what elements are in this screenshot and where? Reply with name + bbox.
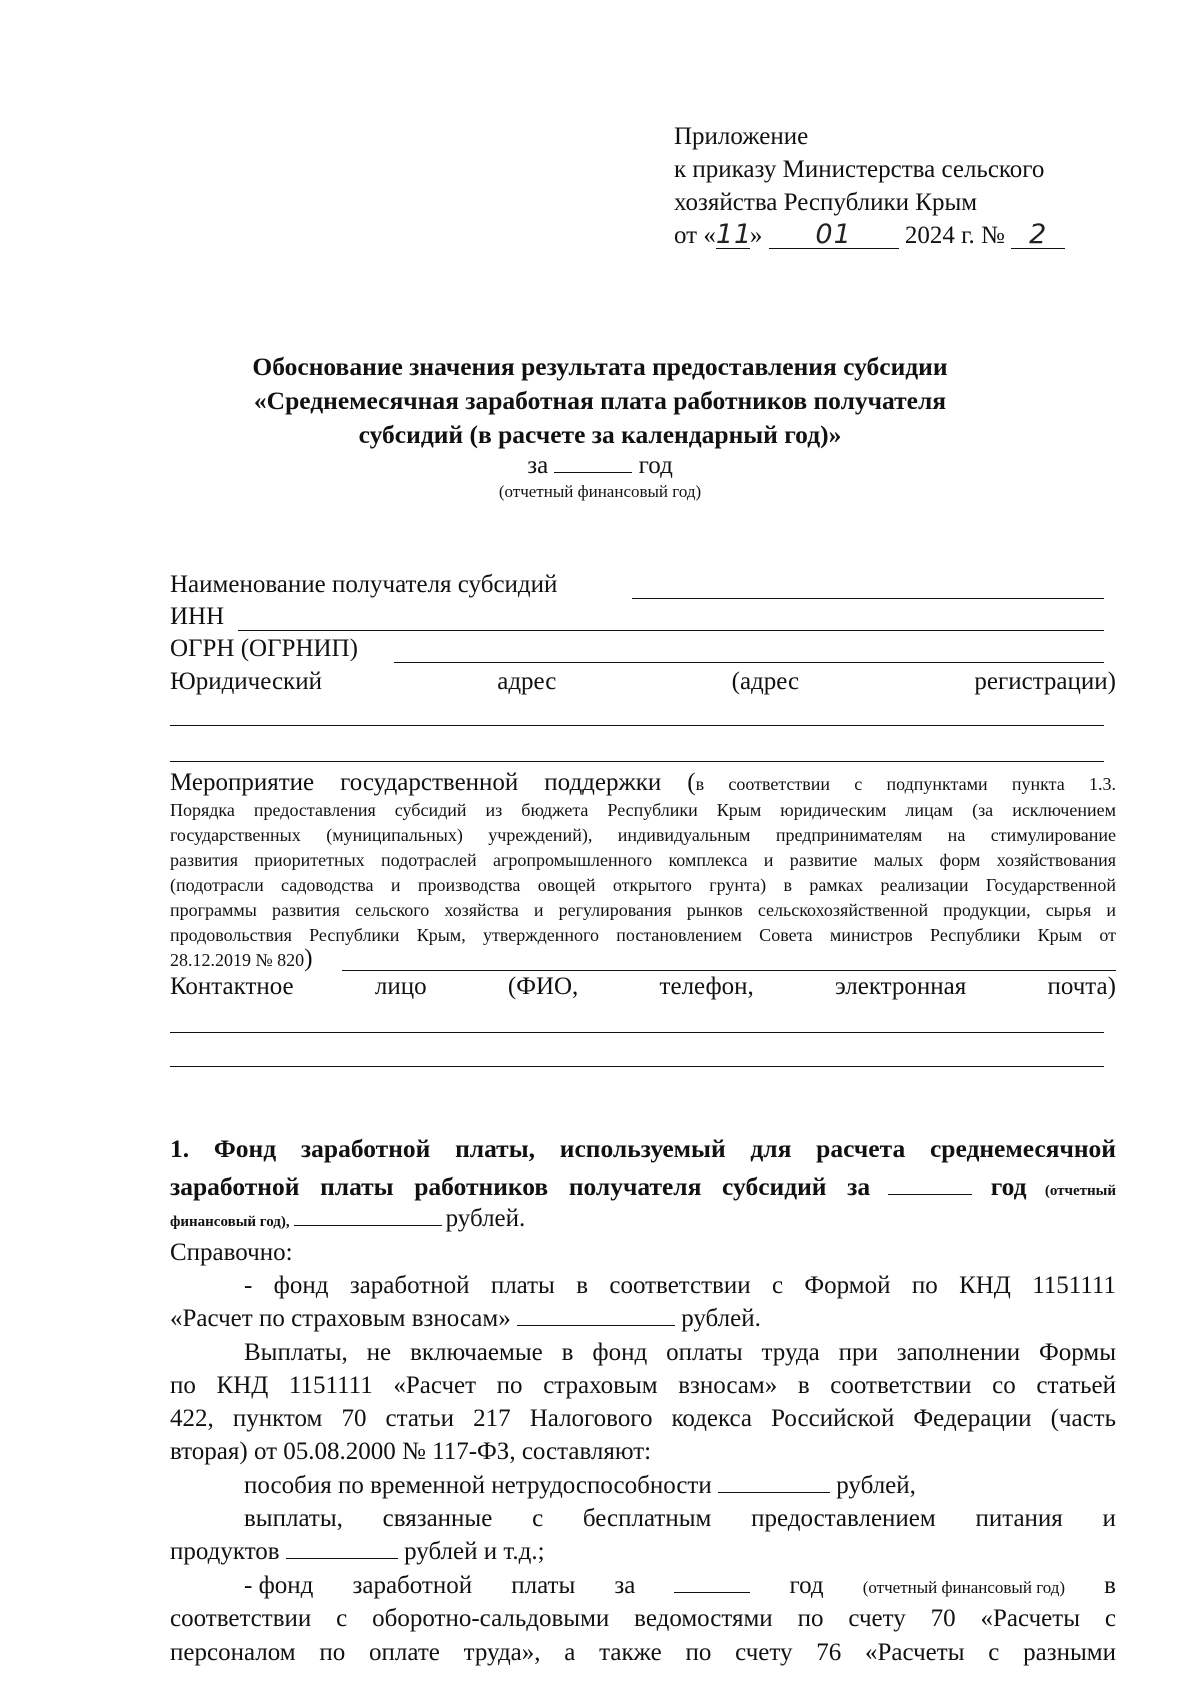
period-blank[interactable] [554, 450, 632, 473]
ogrn-label: ОГРН (ОГРНИП) [170, 635, 358, 662]
address-field-line-2[interactable] [170, 761, 1104, 762]
payments-line-2: по КНД 1151111 «Расчет по страховым взносам» в соответствии со статьей [170, 1372, 1116, 1399]
address-word: адрес [497, 668, 557, 695]
fund2-note: (отчетный финансовый год) [862, 1578, 1066, 1597]
food-word: и [1102, 1505, 1116, 1532]
ogrn-field-line[interactable] [394, 662, 1104, 663]
date-year: 2024 г. № [904, 222, 1005, 249]
payments-line-4: вторая) от 05.08.2000 № 117-ФЗ, составляют: [170, 1438, 652, 1465]
measure-line: государственных (муниципальных) учреждений), индивидуальным предпринимателям на стимулирование [170, 825, 1116, 845]
rubles-label: рублей. [445, 1205, 526, 1232]
measure-line: продовольствия Республики Крым, утвержденного постановлением Совета министров Республики Крым от [170, 925, 1116, 945]
benefits-text: пособия по временной нетрудоспособности [244, 1472, 712, 1499]
food-rubles: рублей и т.д.; [404, 1538, 545, 1565]
fund2-line-3: персоналом по оплате труда», а также по счету 76 «Расчеты с разными [170, 1639, 1116, 1666]
inn-field-line[interactable] [238, 630, 1104, 631]
address-label [170, 667, 1116, 697]
fund-year-blank[interactable] [888, 1174, 972, 1195]
food-word: питания [975, 1505, 1063, 1532]
fund-form-text: «Расчет по страховым взносам» [170, 1305, 511, 1332]
contact-word: почта) [1047, 973, 1116, 1000]
food-word: бесплатным [582, 1505, 712, 1532]
fund-line-1: - фонд заработной платы в соответствии с Формой по КНД 1151111 [244, 1272, 1116, 1299]
contact-label [170, 972, 1116, 1002]
food-word: выплаты, [244, 1505, 343, 1532]
fund2-line-2: соответствии с оборотно-сальдовыми ведомостями по счету 70 «Расчеты с [170, 1605, 1116, 1632]
contact-word: лицо [374, 973, 427, 1000]
address-field-line-1[interactable] [170, 725, 1104, 726]
period-line [0, 450, 1200, 481]
contact-word: (ФИО, [507, 973, 579, 1000]
measure-text-last: 28.12.2019 № 820 [170, 950, 305, 970]
appendix-ministry-line: хозяйства Республики Крым [674, 189, 978, 216]
date-day: 11 [715, 219, 753, 250]
reference-label: Справочно: [170, 1239, 293, 1266]
period-suffix: год [638, 452, 673, 479]
fund2-line-1 [244, 1571, 1116, 1603]
period-prefix: за [527, 452, 549, 479]
benefits-rubles: рублей, [836, 1472, 916, 1499]
fund2-word: заработной [352, 1572, 473, 1599]
food-word: предоставлением [751, 1505, 936, 1532]
contact-word: Контактное [170, 973, 294, 1000]
food-word: связанные [382, 1505, 493, 1532]
title-line-1: Обоснование значения результата предоставления субсидии [252, 352, 948, 381]
fund2-word: платы [511, 1572, 576, 1599]
appendix-title: Приложение [674, 123, 809, 150]
fund-form-rubles: рублей. [681, 1305, 761, 1332]
appendix-date-line [674, 221, 1065, 251]
fund-form-blank[interactable] [517, 1305, 675, 1326]
address-word: регистрации) [974, 668, 1116, 695]
fund2-word: - фонд [244, 1572, 314, 1599]
contact-field-line-1[interactable] [170, 1032, 1104, 1033]
heading-year: год [990, 1172, 1027, 1201]
benefits-blank[interactable] [718, 1472, 830, 1493]
measure-text-first: в соответствии с подпунктами пункта 1.3. [695, 774, 1116, 794]
measure-line: (подотрасли садоводства и производства овощей открытого грунта) в рамках реализации Государственной [170, 875, 1116, 895]
order-number: 2 [1011, 222, 1065, 249]
food-word: с [532, 1505, 544, 1532]
title-line-2: «Среднемесячная заработная плата работников получателя [253, 386, 947, 415]
inn-label: ИНН [170, 603, 225, 630]
measure-field-line[interactable] [342, 970, 1116, 971]
fund-line-2 [170, 1304, 761, 1334]
benefits-line [244, 1471, 916, 1501]
measure-line: Порядка предоставления субсидий из бюджета Республики Крым юридическим лицам (за исключением [170, 800, 1116, 820]
contact-field-line-2[interactable] [170, 1066, 1104, 1067]
payments-line-3: 422, пунктом 70 статьи 217 Налогового кодекса Российской Федерации (часть [170, 1405, 1116, 1432]
contact-word: телефон, [659, 973, 754, 1000]
address-word: Юридический [170, 668, 322, 695]
payments-line-1: Выплаты, не включаемые в фонд оплаты труда при заполнении Формы [244, 1339, 1116, 1366]
heading-note: (отчетный [1044, 1183, 1117, 1199]
contact-word: электронная [835, 973, 967, 1000]
food-line-1 [244, 1504, 1116, 1534]
section-1-heading-line-2 [170, 1171, 1116, 1207]
section-1-line-3 [170, 1203, 525, 1238]
appendix-order-line: к приказу Министерства сельского [674, 156, 1045, 183]
fund2-in: в [1104, 1572, 1116, 1599]
measure-label: Мероприятие государственной поддержки ( [170, 769, 696, 796]
name-field-line[interactable] [632, 598, 1104, 599]
date-mid: » [749, 222, 763, 249]
date-prefix: от « [674, 222, 716, 249]
measure-first-line [170, 767, 1116, 802]
measure-line: развития приоритетных подотраслей агропромышленного комплекса и развитие малых форм хозяйствования [170, 850, 1116, 870]
fund2-year-blank[interactable] [674, 1572, 750, 1593]
food-line-2 [170, 1537, 545, 1567]
period-caption: (отчетный финансовый год) [498, 482, 702, 501]
heading-text: заработной платы работников получателя субсидий за [170, 1172, 871, 1201]
name-label: Наименование получателя субсидий [170, 571, 558, 598]
fund2-year: год [789, 1572, 824, 1599]
section-1-heading-line-1: 1. Фонд заработной платы, используемый для расчета среднемесячной [170, 1134, 1116, 1163]
food-products: продуктов [170, 1538, 280, 1565]
fund-amount-blank[interactable] [294, 1205, 442, 1226]
date-month: 01 [769, 222, 899, 249]
title-line-3: субсидий (в расчете за календарный год)» [358, 420, 842, 449]
heading-note-cont: финансовый год), [170, 1214, 290, 1230]
food-blank[interactable] [286, 1538, 398, 1559]
measure-close: ) [304, 945, 313, 972]
address-word: (адрес [731, 668, 800, 695]
fund2-word: за [614, 1572, 636, 1599]
measure-line: программы развития сельского хозяйства и регулирования рынков сельскохозяйственной продукции, сырья и [170, 900, 1116, 920]
